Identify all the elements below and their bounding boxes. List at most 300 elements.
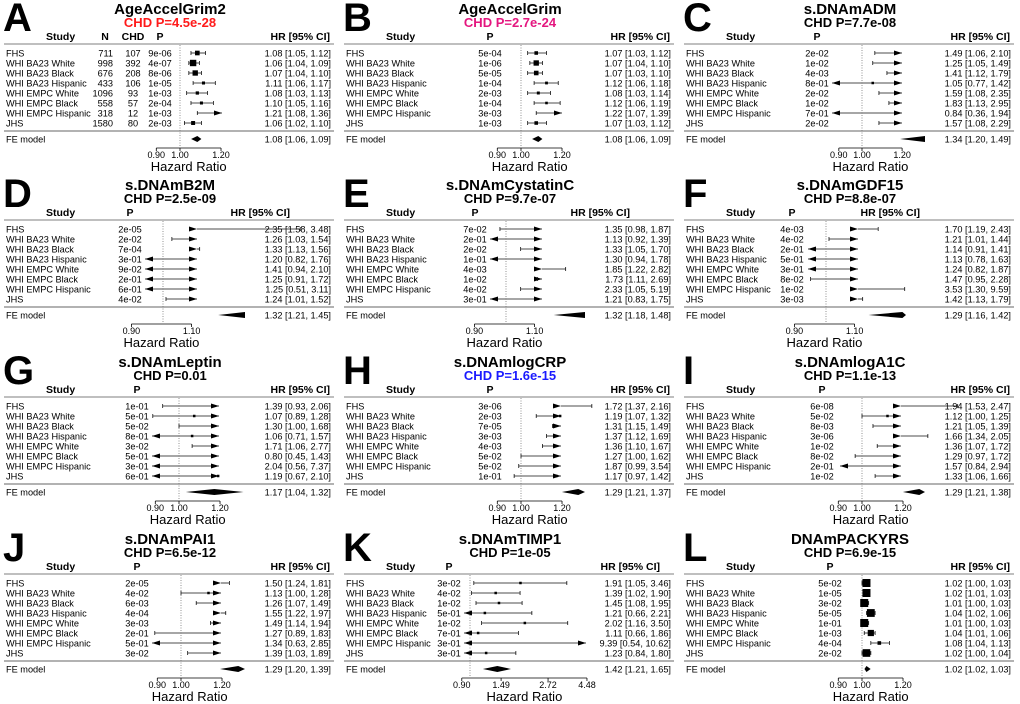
- p-value: 8e-03: [810, 421, 834, 432]
- arrow-right-icon: [850, 287, 858, 292]
- point-estimate: [886, 415, 889, 418]
- header-study: Study: [386, 207, 416, 219]
- point-estimate: [190, 60, 196, 66]
- x-tick-label: 0.90: [453, 680, 471, 690]
- header-p: P: [133, 384, 141, 396]
- p-value: 1e-04: [478, 78, 502, 89]
- arrow-right-icon: [189, 227, 197, 232]
- study-label: WHI BA23 Black: [686, 68, 754, 79]
- x-tick-label: 1.49: [492, 680, 510, 690]
- header-hr: HR [95% CI]: [950, 384, 1010, 396]
- arrow-right-icon: [850, 227, 858, 232]
- fe-diamond: [532, 136, 542, 142]
- arrow-left-icon: [808, 267, 816, 272]
- p-value: 1e-02: [805, 98, 829, 109]
- hr-ci-value: 1.87 [0.99, 3.54]: [604, 461, 671, 472]
- arrow-right-icon: [894, 71, 902, 76]
- study-label: JHS: [346, 471, 364, 482]
- study-label: FHS: [686, 578, 705, 589]
- fe-diamond: [191, 136, 201, 142]
- x-tick-label: 2.72: [539, 680, 557, 690]
- p-value: 3e-01: [125, 461, 149, 472]
- hr-ci-value: 1.02 [1.00, 1.03]: [944, 578, 1011, 589]
- point-estimate: [494, 592, 497, 595]
- study-label: JHS: [6, 471, 24, 482]
- arrow-right-icon: [893, 474, 901, 479]
- point-estimate: [878, 641, 882, 645]
- study-label: WHI BA23 Black: [686, 244, 754, 255]
- arrow-left-icon: [808, 257, 816, 262]
- header-hr: HR [95% CI]: [610, 384, 670, 396]
- hr-ci-value: 1.36 [1.07, 1.72]: [944, 441, 1011, 452]
- study-label: WHI EMPC Black: [6, 451, 78, 462]
- x-tick-label: 1.00: [512, 150, 530, 160]
- header-hr: HR [95% CI]: [270, 384, 330, 396]
- panel-subtitle: CHD P=2.5e-09: [123, 191, 217, 206]
- study-label: FHS: [6, 578, 25, 589]
- forest-panel-g: [0, 349, 340, 527]
- arrow-left-icon: [832, 81, 840, 86]
- study-label: WHI EMPC Hispanic: [346, 461, 431, 472]
- panel-letter: L: [683, 526, 708, 570]
- point-estimate: [860, 619, 868, 627]
- study-label: FHS: [6, 401, 25, 412]
- hr-ci-value: 1.57 [0.84, 2.94]: [944, 461, 1011, 472]
- arrow-right-icon: [553, 454, 561, 459]
- x-axis-title: Hazard Ratio: [491, 159, 568, 174]
- p-value: 2e-01: [810, 461, 834, 472]
- hr-ci-value: 1.27 [1.00, 1.62]: [604, 451, 671, 462]
- point-estimate: [484, 612, 487, 615]
- p-value: 9e-06: [148, 48, 172, 59]
- p-value: 1e-02: [810, 471, 834, 482]
- x-tick-label: 1.00: [172, 680, 190, 690]
- forest-plot: [0, 172, 340, 350]
- study-label: WHI EMPC Black: [346, 274, 418, 285]
- study-label: JHS: [346, 648, 364, 659]
- p-value: 4e-03: [805, 68, 829, 79]
- point-estimate: [519, 582, 522, 585]
- fe-label: FE model: [686, 134, 726, 145]
- study-label: WHI EMPC Hispanic: [6, 638, 91, 649]
- arrow-left-icon: [464, 651, 472, 656]
- hr-ci-value: 1.12 [1.00, 1.25]: [944, 411, 1011, 422]
- p-value: 3e-01: [463, 294, 487, 305]
- study-label: WHI EMPC Hispanic: [686, 284, 771, 295]
- hr-ci-value: 1.07 [1.04, 1.10]: [604, 58, 671, 69]
- fe-diamond: [554, 312, 585, 318]
- p-value: 2e-03: [148, 118, 172, 129]
- hr-ci-value: 1.39 [1.02, 1.90]: [604, 588, 671, 599]
- arrow-right-icon: [189, 277, 197, 282]
- arrow-left-icon: [145, 287, 153, 292]
- fe-label: FE model: [6, 134, 46, 145]
- header-study: Study: [46, 561, 76, 573]
- study-label: WHI EMPC White: [686, 264, 759, 275]
- fe-label: FE model: [686, 664, 726, 675]
- forest-plot: [0, 526, 340, 704]
- header-hr: HR [95% CI]: [270, 561, 330, 573]
- arrow-left-icon: [152, 641, 160, 646]
- point-estimate: [534, 121, 538, 125]
- panel-title: s.DNAmlogA1C: [794, 354, 906, 371]
- header-p: P: [826, 561, 834, 573]
- hr-ci-value: 1.11 [1.06, 1.17]: [265, 78, 331, 89]
- p-value: 3e-06: [478, 401, 502, 412]
- panel-title: s.DNAmGDF15: [796, 177, 904, 194]
- p-value: 5e-01: [125, 638, 149, 649]
- panel-subtitle: CHD P=1.1e-13: [803, 368, 897, 383]
- study-label: WHI BA23 Hispanic: [346, 254, 427, 265]
- p-value: 4e-04: [818, 638, 842, 649]
- study-label: FHS: [346, 224, 365, 235]
- p-value: 3e-03: [478, 108, 502, 119]
- forest-plot: [340, 526, 680, 704]
- study-label: FHS: [686, 401, 705, 412]
- point-estimate: [193, 70, 198, 75]
- study-label: WHI EMPC White: [6, 264, 79, 275]
- hr-ci-value: 2.02 [1.16, 3.50]: [604, 618, 671, 629]
- x-tick-label: 0.90: [488, 150, 507, 160]
- arrow-right-icon: [553, 444, 561, 449]
- study-label: FHS: [346, 578, 365, 589]
- p-value: 2e-03: [478, 88, 502, 99]
- hr-ci-value: 1.37 [1.12, 1.69]: [604, 431, 671, 442]
- arrow-right-icon: [553, 464, 561, 469]
- study-label: WHI EMPC Hispanic: [686, 461, 771, 472]
- n-value: 676: [97, 68, 113, 79]
- arrow-right-icon: [214, 111, 222, 116]
- panel-letter: A: [3, 0, 32, 40]
- study-label: WHI BA23 Black: [686, 598, 754, 609]
- hr-ci-value: 1.73 [1.11, 2.69]: [605, 274, 671, 285]
- x-tick-label: 1.10: [182, 326, 201, 336]
- p-value: 5e-02: [125, 421, 149, 432]
- x-tick-label: 1.10: [845, 326, 864, 336]
- p-value: 9e-02: [118, 264, 142, 275]
- panel-title: s.DNAmCystatinC: [445, 177, 575, 194]
- hr-ci-value: 1.20 [0.82, 1.76]: [264, 254, 331, 265]
- p-value: 5e-01: [125, 451, 149, 462]
- study-label: WHI BA23 Hispanic: [6, 78, 87, 89]
- study-label: WHI EMPC White: [6, 441, 79, 452]
- fe-hr-ci-value: 1.08 [1.06, 1.09]: [604, 134, 671, 145]
- arrow-right-icon: [213, 641, 221, 646]
- header-study: Study: [726, 561, 756, 573]
- header-study: Study: [726, 31, 756, 43]
- header-p: P: [445, 561, 453, 573]
- hr-ci-value: 1.50 [1.24, 1.81]: [264, 578, 331, 589]
- fe-hr-ci-value: 1.29 [1.16, 1.42]: [944, 310, 1011, 321]
- arrow-right-icon: [189, 267, 197, 272]
- x-tick-label: 1.00: [853, 503, 871, 513]
- hr-ci-value: 1.21 [0.66, 2.21]: [604, 608, 671, 619]
- point-estimate: [559, 415, 562, 418]
- panel-letter: F: [683, 172, 708, 216]
- header-hr: HR [95% CI]: [570, 207, 630, 219]
- forest-panel-b: [340, 0, 680, 174]
- study-label: FHS: [346, 48, 365, 59]
- p-value: 6e-03: [125, 598, 149, 609]
- header-p: P: [486, 31, 494, 43]
- x-tick-label: 0.90: [147, 150, 166, 160]
- x-tick-label: 0.90: [829, 503, 848, 513]
- hr-ci-value: 1.04 [1.01, 1.06]: [944, 628, 1011, 639]
- p-value: 5e-01: [437, 608, 461, 619]
- header-chd: CHD: [121, 31, 145, 43]
- header-study: Study: [726, 384, 756, 396]
- arrow-right-icon: [534, 257, 542, 262]
- p-value: 1e-06: [478, 58, 502, 69]
- study-label: WHI BA23 Hispanic: [686, 78, 767, 89]
- p-value: 2e-02: [818, 648, 842, 659]
- hr-ci-value: 1.26 [1.03, 1.54]: [264, 234, 331, 245]
- hr-ci-value: 1.21 [1.01, 1.44]: [944, 234, 1011, 245]
- arrow-right-icon: [189, 237, 197, 242]
- study-label: JHS: [6, 648, 24, 659]
- hr-ci-value: 1.08 [1.05, 1.12]: [264, 48, 331, 59]
- hr-ci-value: 1.21 [1.08, 1.36]: [264, 108, 331, 119]
- chd-value: 107: [125, 48, 141, 59]
- hr-ci-value: 1.07 [0.89, 1.28]: [264, 411, 331, 422]
- arrow-right-icon: [213, 581, 221, 586]
- p-value: 3e-02: [437, 578, 461, 589]
- fe-diamond: [483, 666, 511, 672]
- hr-ci-value: 1.24 [0.82, 1.87]: [944, 264, 1011, 275]
- panel-subtitle: CHD P=4.5e-28: [123, 15, 217, 30]
- p-value: 4e-02: [118, 294, 142, 305]
- x-axis-title: Hazard Ratio: [832, 512, 909, 527]
- p-value: 3e-02: [818, 598, 842, 609]
- n-value: 998: [97, 58, 113, 69]
- panel-letter: J: [3, 526, 26, 570]
- point-estimate: [217, 475, 220, 478]
- panel-subtitle: CHD P=2.7e-24: [463, 15, 557, 30]
- point-estimate: [498, 602, 501, 605]
- panel-title: s.DNAmTIMP1: [458, 531, 562, 548]
- p-value: 3e-01: [780, 264, 804, 275]
- p-value: 8e-01: [125, 431, 149, 442]
- forest-plot: [340, 349, 680, 527]
- fe-diamond: [900, 136, 925, 142]
- study-label: JHS: [686, 294, 704, 305]
- panel-title: s.DNAmB2M: [124, 177, 216, 194]
- panel-subtitle: CHD P=0.01: [133, 368, 207, 383]
- study-label: WHI BA23 White: [346, 58, 415, 69]
- header-n: N: [101, 31, 109, 43]
- point-estimate: [537, 92, 540, 95]
- hr-ci-value: 1.06 [0.71, 1.57]: [264, 431, 331, 442]
- point-estimate: [477, 632, 480, 635]
- x-axis-title: Hazard Ratio: [149, 512, 226, 527]
- header-p: P: [788, 207, 796, 219]
- p-value: 2e-03: [478, 411, 502, 422]
- arrow-right-icon: [894, 101, 902, 106]
- study-label: WHI BA23 White: [686, 58, 755, 69]
- study-label: WHI BA23 Black: [6, 421, 74, 432]
- study-label: WHI BA23 Hispanic: [686, 608, 767, 619]
- hr-ci-value: 1.71 [1.06, 2.77]: [264, 441, 331, 452]
- study-label: WHI EMPC White: [346, 264, 419, 275]
- hr-ci-value: 1.41 [0.94, 2.10]: [264, 264, 331, 275]
- p-value: 2e-01: [780, 244, 804, 255]
- p-value: 3e-03: [125, 618, 149, 629]
- n-value: 1580: [92, 118, 113, 129]
- p-value: 2e-01: [118, 274, 142, 285]
- x-tick-label: 0.90: [488, 503, 507, 513]
- arrow-right-icon: [850, 267, 858, 272]
- fe-label: FE model: [346, 487, 386, 498]
- point-estimate: [555, 475, 558, 478]
- forest-panel-i: [680, 349, 1020, 527]
- study-label: WHI EMPC Hispanic: [346, 284, 431, 295]
- fe-hr-ci-value: 1.17 [1.04, 1.32]: [264, 487, 331, 498]
- study-label: WHI BA23 White: [6, 588, 75, 599]
- p-value: 3e-03: [478, 431, 502, 442]
- x-tick-label: 1.20: [894, 680, 912, 690]
- p-value: 1e-01: [463, 254, 487, 265]
- study-label: WHI BA23 White: [686, 411, 755, 422]
- arrow-left-icon: [145, 277, 153, 282]
- hr-ci-value: 1.66 [1.34, 2.05]: [944, 431, 1011, 442]
- fe-label: FE model: [686, 310, 726, 321]
- arrow-left-icon: [808, 247, 816, 252]
- p-value: 4e-03: [478, 441, 502, 452]
- x-tick-label: 0.90: [785, 326, 804, 336]
- panel-title: AgeAccelGrim: [458, 1, 562, 18]
- point-estimate: [202, 81, 205, 84]
- header-hr: HR [95% CI]: [270, 31, 330, 43]
- arrow-left-icon: [152, 454, 160, 459]
- header-p: P: [156, 31, 164, 43]
- hr-ci-value: 1.57 [1.08, 2.29]: [944, 118, 1011, 129]
- study-label: JHS: [346, 118, 364, 129]
- arrow-right-icon: [850, 247, 858, 252]
- study-label: JHS: [6, 294, 24, 305]
- arrow-right-icon: [850, 297, 858, 302]
- p-value: 7e-05: [478, 421, 502, 432]
- x-tick-label: 0.90: [148, 680, 167, 690]
- arrow-left-icon: [152, 464, 160, 469]
- study-label: WHI EMPC Black: [686, 451, 758, 462]
- arrow-right-icon: [893, 434, 901, 439]
- arrow-right-icon: [189, 257, 197, 262]
- study-label: WHI EMPC Hispanic: [6, 461, 91, 472]
- arrow-right-icon: [893, 464, 901, 469]
- p-value: 1e-02: [805, 58, 829, 69]
- p-value: 2e-02: [463, 244, 487, 255]
- hr-ci-value: 1.27 [0.89, 1.83]: [264, 628, 331, 639]
- p-value: 7e-01: [437, 628, 461, 639]
- study-label: WHI EMPC Hispanic: [6, 284, 91, 295]
- x-tick-label: 1.20: [553, 503, 571, 513]
- study-label: WHI BA23 White: [346, 411, 415, 422]
- hr-ci-value: 1.34 [0.63, 2.85]: [264, 638, 331, 649]
- p-value: 3e-03: [780, 294, 804, 305]
- study-label: WHI EMPC White: [686, 618, 759, 629]
- p-value: 4e-04: [125, 608, 149, 619]
- hr-ci-value: 1.07 [1.03, 1.12]: [604, 118, 671, 129]
- study-label: WHI EMPC Hispanic: [346, 108, 431, 119]
- arrow-left-icon: [490, 297, 498, 302]
- hr-ci-value: 1.47 [0.95, 2.28]: [944, 274, 1011, 285]
- x-tick-label: 1.20: [894, 503, 912, 513]
- x-tick-label: 1.20: [553, 150, 571, 160]
- p-value: 3e-02: [125, 441, 149, 452]
- panel-title: s.DNAmLeptin: [118, 354, 222, 371]
- hr-ci-value: 1.25 [0.51, 3.11]: [265, 284, 331, 295]
- study-label: WHI EMPC Black: [346, 628, 418, 639]
- hr-ci-value: 1.70 [1.19, 2.43]: [944, 224, 1011, 235]
- panel-subtitle: CHD P=7.7e-08: [803, 15, 897, 30]
- study-label: WHI EMPC White: [346, 618, 419, 629]
- n-value: 318: [97, 108, 113, 119]
- study-label: WHI EMPC White: [346, 441, 419, 452]
- fe-hr-ci-value: 1.42 [1.21, 1.65]: [604, 664, 671, 675]
- fe-label: FE model: [346, 310, 386, 321]
- n-value: 1096: [92, 88, 113, 99]
- hr-ci-value: 1.39 [1.03, 1.89]: [264, 648, 331, 659]
- hr-ci-value: 1.19 [1.07, 1.32]: [604, 411, 671, 422]
- hr-ci-value: 1.13 [0.92, 1.39]: [604, 234, 671, 245]
- forest-plot: [340, 172, 680, 350]
- point-estimate: [862, 589, 870, 597]
- arrow-right-icon: [893, 444, 901, 449]
- hr-ci-value: 1.35 [0.98, 1.87]: [604, 224, 671, 235]
- point-estimate: [485, 652, 488, 655]
- study-label: WHI BA23 White: [346, 234, 415, 245]
- panel-subtitle: CHD P=6.5e-12: [123, 545, 217, 560]
- arrow-right-icon: [213, 621, 221, 626]
- study-label: WHI BA23 White: [6, 58, 75, 69]
- point-estimate: [862, 579, 870, 587]
- arrow-right-icon: [893, 454, 901, 459]
- p-value: 8e-02: [780, 274, 804, 285]
- hr-ci-value: 1.29 [0.97, 1.72]: [944, 451, 1011, 462]
- header-hr: HR [95% CI]: [950, 561, 1010, 573]
- arrow-right-icon: [893, 404, 901, 409]
- study-label: WHI EMPC Black: [6, 628, 78, 639]
- hr-ci-value: 1.01 [1.00, 1.03]: [944, 598, 1011, 609]
- study-label: WHI EMPC Hispanic: [686, 638, 771, 649]
- hr-ci-value: 1.22 [1.07, 1.39]: [604, 108, 671, 119]
- p-value: 1e-03: [478, 118, 502, 129]
- forest-plot: [340, 0, 680, 174]
- arrow-left-icon: [490, 237, 498, 242]
- p-value: 5e-04: [478, 48, 502, 59]
- study-label: WHI BA23 Hispanic: [6, 608, 87, 619]
- hr-ci-value: 1.25 [1.05, 1.49]: [944, 58, 1011, 69]
- panel-letter: K: [343, 526, 372, 570]
- p-value: 3e-02: [125, 648, 149, 659]
- panel-title: DNAmPACKYRS: [790, 531, 910, 548]
- fe-hr-ci-value: 1.08 [1.06, 1.09]: [264, 134, 331, 145]
- arrow-right-icon: [211, 454, 219, 459]
- study-label: WHI EMPC Black: [686, 274, 758, 285]
- p-value: 1e-02: [463, 274, 487, 285]
- point-estimate: [545, 82, 548, 85]
- n-value: 558: [97, 98, 113, 109]
- fe-hr-ci-value: 1.29 [1.20, 1.39]: [264, 664, 331, 675]
- arrow-left-icon: [464, 611, 472, 616]
- arrow-right-icon: [894, 91, 902, 96]
- panel-subtitle: CHD P=6.9e-15: [803, 545, 897, 560]
- hr-ci-value: 1.19 [0.67, 2.10]: [264, 471, 331, 482]
- fe-label: FE model: [6, 487, 46, 498]
- study-label: WHI EMPC Hispanic: [686, 108, 771, 119]
- x-tick-label: 1.00: [853, 150, 871, 160]
- fe-hr-ci-value: 1.32 [1.18, 1.48]: [604, 310, 671, 321]
